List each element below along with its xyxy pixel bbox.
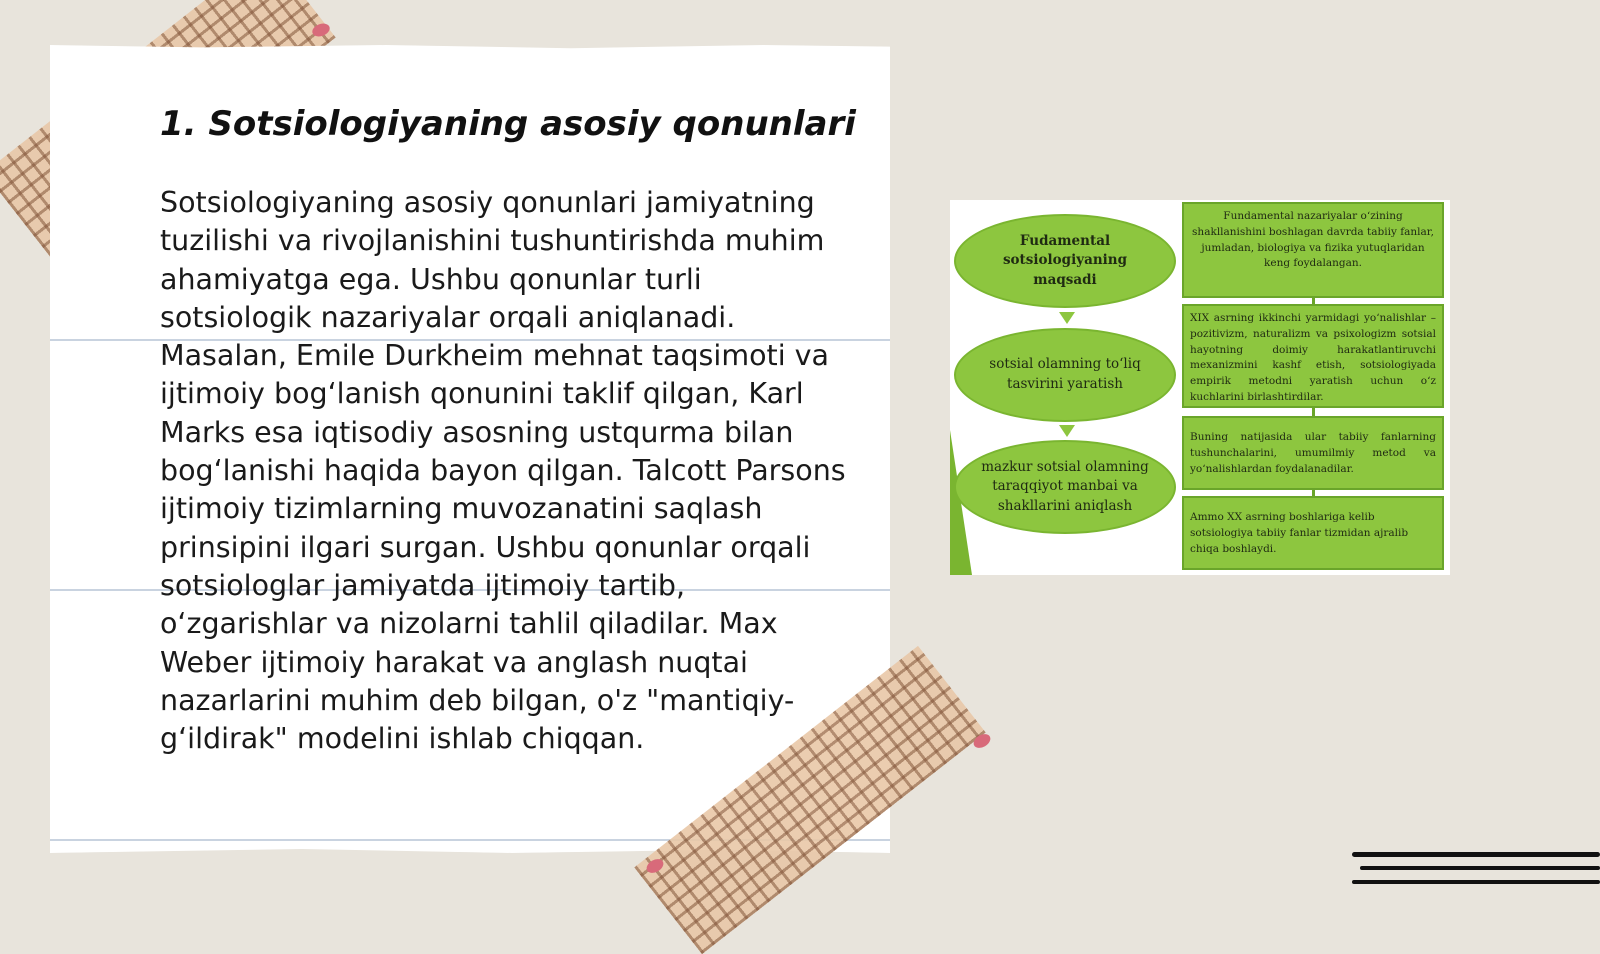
diagram-box-xx-century: Ammo XX asrning boshlariga kelib sotsiologiya tabiiy fanlar tizmidan ajralib chiqa boshlaydi. — [1182, 496, 1444, 570]
arrow-down-icon — [1059, 425, 1075, 437]
sociology-diagram — [950, 200, 1450, 575]
slide-title: 1. Sotsiologiyaning asosiy qonunlari — [160, 104, 856, 144]
diagram-ellipse-sources: mazkur sotsial olamning taraqqiyot manbai va shakllarini aniqlash — [954, 440, 1176, 534]
diagram-box-xix-century: XIX asrning ikkinchi yarmidagi yo‘nalishlar – pozitivizm, naturalizm va psixologizm sotsial hayotning doimiy harakatlantiruvchi mexanizmini kashf etish, sotsiologiyada empirik metodni yaratish uchun o‘z kuchlarini birlashtirdilar. — [1182, 304, 1444, 408]
arrow-down-icon — [1059, 312, 1075, 324]
slide-body-text: Sotsiologiyaning asosiy qonunlari jamiyatning tuzilishi va rivojlanishini tushuntirishda muhim ahamiyatga ega. Ushbu qonunlar turli sotsiologik nazariyalar orqali aniqlanadi. Masalan, Emile Durkheim mehnat taqsimoti va ijtimoiy bog‘lanish qonunini taklif qilgan, Karl Marks esa iqtisodiy asosning ustqurma bilan bog‘lanishi haqida bayon qilgan. Talcott Parsons ijtimoiy tizimlarning muvozanatini saqlash prinsipini ilgari surgan. Ushbu qonunlar orqali sotsiologlar jamiyatda ijtimoiy tartib, o‘zgarishlar va nizolarni tahlil qiladilar. Max Weber ijtimoiy harakat va anglash nuqtai nazarlarini muhim deb bilgan, o'z "mantiqiy-g‘ildirak" modelini ishlab chiqqan. — [160, 186, 846, 756]
diagram-ellipse-goal: Fudamental sotsiologiyaning maqsadi — [954, 214, 1176, 308]
box-connector — [1312, 408, 1315, 416]
diagram-ellipse-picture: sotsial olamning to‘liq tasvirini yaratish — [954, 328, 1176, 422]
decorative-stroke — [1352, 852, 1600, 857]
decorative-stroke — [1360, 866, 1600, 870]
decorative-stroke — [1352, 880, 1600, 884]
diagram-box-fundamental: Fundamental nazariyalar o‘zining shakllanishini boshlagan davrda tabiiy fanlar, jumladan, biologiya va fizika yutuqlaridan keng foydalangan. — [1182, 202, 1444, 298]
diagram-box-result: Buning natijasida ular tabiiy fanlarning tushunchalarini, umumilmiy metod va yo‘nalishlardan foydalanadilar. — [1182, 416, 1444, 490]
